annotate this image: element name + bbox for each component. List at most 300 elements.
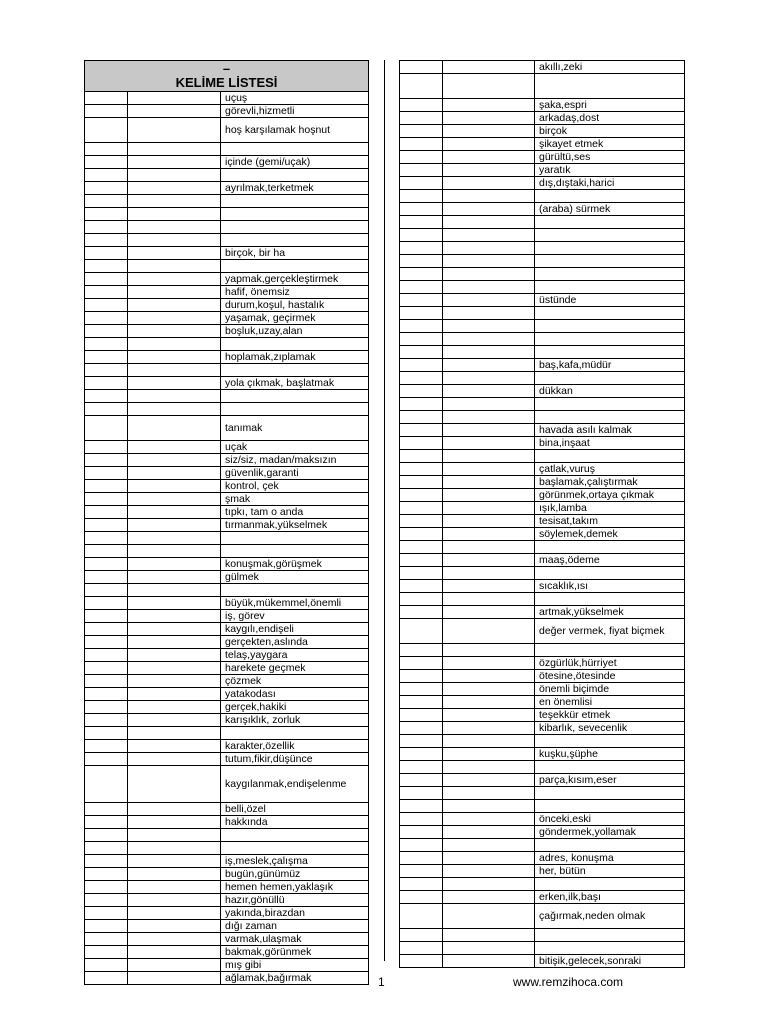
- turkish-meaning-cell: [535, 839, 685, 852]
- english-word-cell: [400, 696, 443, 709]
- table-row: [400, 904, 685, 929]
- blank-cell: [128, 234, 221, 247]
- turkish-meaning-cell: göndermek,yollamak: [535, 826, 685, 839]
- english-word-cell: [400, 839, 443, 852]
- turkish-meaning-cell: kaygılanmak,endişelenme: [221, 766, 369, 803]
- table-row: [400, 398, 685, 411]
- blank-cell: [128, 881, 221, 894]
- blank-cell: [443, 606, 535, 619]
- table-row: [85, 377, 369, 390]
- table-row: [85, 740, 369, 753]
- turkish-meaning-cell: dükkan: [535, 385, 685, 398]
- table-row: [400, 489, 685, 502]
- turkish-meaning-cell: [535, 74, 685, 99]
- table-row: [85, 454, 369, 467]
- blank-cell: [128, 312, 221, 325]
- turkish-meaning-cell: hoş karşılamak hoşnut: [221, 118, 369, 143]
- blank-cell: [128, 597, 221, 610]
- blank-cell: [128, 803, 221, 816]
- english-word-cell: [85, 195, 128, 208]
- turkish-meaning-cell: harekete geçmek: [221, 662, 369, 675]
- english-word-cell: [85, 946, 128, 959]
- english-word-cell: [85, 571, 128, 584]
- turkish-meaning-cell: [221, 169, 369, 182]
- table-row: [400, 164, 685, 177]
- english-word-cell: [400, 774, 443, 787]
- table-row: [85, 351, 369, 364]
- english-word-cell: [85, 325, 128, 338]
- turkish-meaning-cell: karakter,özellik: [221, 740, 369, 753]
- blank-cell: [128, 480, 221, 493]
- blank-cell: [443, 216, 535, 229]
- blank-cell: [128, 390, 221, 403]
- turkish-meaning-cell: parça,kısım,eser: [535, 774, 685, 787]
- turkish-meaning-cell: akıllı,zeki: [535, 61, 685, 74]
- table-row: [400, 619, 685, 644]
- turkish-meaning-cell: yola çıkmak, başlatmak: [221, 377, 369, 390]
- blank-cell: [128, 636, 221, 649]
- blank-cell: [128, 286, 221, 299]
- english-word-cell: [400, 735, 443, 748]
- english-word-cell: [400, 450, 443, 463]
- blank-cell: [443, 164, 535, 177]
- english-word-cell: [85, 701, 128, 714]
- blank-cell: [443, 177, 535, 190]
- english-word-cell: [85, 816, 128, 829]
- turkish-meaning-cell: (araba) sürmek: [535, 203, 685, 216]
- blank-cell: [443, 839, 535, 852]
- turkish-meaning-cell: adres, konuşma: [535, 852, 685, 865]
- table-row: [400, 942, 685, 955]
- english-word-cell: [400, 74, 443, 99]
- english-word-cell: [400, 826, 443, 839]
- blank-cell: [443, 567, 535, 580]
- blank-cell: [128, 403, 221, 416]
- table-row: [85, 610, 369, 623]
- table-row: [85, 803, 369, 816]
- turkish-meaning-cell: görünmek,ortaya çıkmak: [535, 489, 685, 502]
- blank-cell: [128, 493, 221, 506]
- blank-cell: [443, 528, 535, 541]
- table-row: [400, 242, 685, 255]
- table-row: [85, 480, 369, 493]
- english-word-cell: [400, 398, 443, 411]
- table-row: [85, 701, 369, 714]
- turkish-meaning-cell: [221, 338, 369, 351]
- english-word-cell: [400, 722, 443, 735]
- english-word-cell: [85, 273, 128, 286]
- english-word-cell: [400, 190, 443, 203]
- blank-cell: [443, 787, 535, 800]
- english-word-cell: [85, 740, 128, 753]
- english-word-cell: [400, 216, 443, 229]
- blank-cell: [443, 437, 535, 450]
- blank-cell: [443, 294, 535, 307]
- english-word-cell: [400, 644, 443, 657]
- english-word-cell: [400, 359, 443, 372]
- blank-cell: [443, 891, 535, 904]
- turkish-meaning-cell: iş, görev: [221, 610, 369, 623]
- blank-cell: [128, 441, 221, 454]
- table-row: [400, 281, 685, 294]
- blank-cell: [443, 696, 535, 709]
- english-word-cell: [85, 894, 128, 907]
- blank-cell: [443, 203, 535, 216]
- turkish-meaning-cell: konuşmak,görüşmek: [221, 558, 369, 571]
- blank-cell: [443, 489, 535, 502]
- blank-cell: [128, 467, 221, 480]
- english-word-cell: [85, 286, 128, 299]
- turkish-meaning-cell: yakında,birazdan: [221, 907, 369, 920]
- table-row: [400, 320, 685, 333]
- turkish-meaning-cell: hemen hemen,yaklaşık: [221, 881, 369, 894]
- english-word-cell: [400, 865, 443, 878]
- turkish-meaning-cell: [535, 216, 685, 229]
- english-word-cell: [400, 657, 443, 670]
- english-word-cell: [400, 800, 443, 813]
- turkish-meaning-cell: [221, 545, 369, 558]
- blank-cell: [128, 221, 221, 234]
- turkish-meaning-cell: siz/siz, madan/maksızın: [221, 454, 369, 467]
- turkish-meaning-cell: artmak,yükselmek: [535, 606, 685, 619]
- blank-cell: [128, 299, 221, 312]
- english-word-cell: [85, 519, 128, 532]
- table-row: [400, 580, 685, 593]
- blank-cell: [443, 112, 535, 125]
- table-row: [85, 623, 369, 636]
- table-row: [400, 709, 685, 722]
- table-row: [85, 868, 369, 881]
- turkish-meaning-cell: tırmanmak,yükselmek: [221, 519, 369, 532]
- blank-cell: [443, 722, 535, 735]
- english-word-cell: [400, 593, 443, 606]
- blank-cell: [128, 842, 221, 855]
- english-word-cell: [85, 118, 128, 143]
- blank-cell: [443, 580, 535, 593]
- table-row: [85, 972, 369, 985]
- turkish-meaning-cell: hoplamak,zıplamak: [221, 351, 369, 364]
- turkish-meaning-cell: [535, 644, 685, 657]
- turkish-meaning-cell: [221, 532, 369, 545]
- turkish-meaning-cell: [535, 567, 685, 580]
- english-word-cell: [400, 333, 443, 346]
- english-word-cell: [85, 506, 128, 519]
- table-row: [400, 476, 685, 489]
- turkish-meaning-cell: [535, 190, 685, 203]
- table-row: [400, 99, 685, 112]
- blank-cell: [443, 541, 535, 554]
- blank-cell: [128, 247, 221, 260]
- table-row: [85, 959, 369, 972]
- english-word-cell: [85, 182, 128, 195]
- blank-cell: [128, 156, 221, 169]
- table-row: [85, 169, 369, 182]
- turkish-meaning-cell: [535, 281, 685, 294]
- turkish-meaning-cell: [221, 403, 369, 416]
- blank-cell: [128, 816, 221, 829]
- turkish-meaning-cell: [535, 929, 685, 942]
- blank-cell: [443, 346, 535, 359]
- table-row: [85, 946, 369, 959]
- table-row: [85, 260, 369, 273]
- turkish-meaning-cell: boşluk,uzay,alan: [221, 325, 369, 338]
- blank-cell: [443, 813, 535, 826]
- table-row: [400, 606, 685, 619]
- turkish-meaning-cell: [535, 942, 685, 955]
- table-row: [85, 143, 369, 156]
- english-word-cell: [85, 675, 128, 688]
- blank-cell: [128, 933, 221, 946]
- turkish-meaning-cell: içinde (gemi/uçak): [221, 156, 369, 169]
- english-word-cell: [85, 881, 128, 894]
- blank-cell: [443, 424, 535, 437]
- table-row: [85, 403, 369, 416]
- english-word-cell: [400, 619, 443, 644]
- turkish-meaning-cell: havada asılı kalmak: [535, 424, 685, 437]
- blank-cell: [128, 351, 221, 364]
- website-link[interactable]: www.remzihoca.com: [513, 975, 624, 989]
- table-row: [400, 463, 685, 476]
- table-row: [85, 299, 369, 312]
- english-word-cell: [85, 959, 128, 972]
- table-row: [85, 571, 369, 584]
- blank-cell: [128, 338, 221, 351]
- blank-cell: [128, 519, 221, 532]
- turkish-meaning-cell: çözmek: [221, 675, 369, 688]
- blank-cell: [128, 714, 221, 727]
- english-word-cell: [400, 99, 443, 112]
- turkish-meaning-cell: görevli,hizmetli: [221, 105, 369, 118]
- english-word-cell: [85, 920, 128, 933]
- turkish-meaning-cell: dış,dıştaki,harici: [535, 177, 685, 190]
- table-row: [400, 74, 685, 99]
- english-word-cell: [400, 787, 443, 800]
- blank-cell: [128, 416, 221, 441]
- turkish-meaning-cell: üstünde: [535, 294, 685, 307]
- table-row: [400, 138, 685, 151]
- blank-cell: [128, 972, 221, 985]
- turkish-meaning-cell: hakkında: [221, 816, 369, 829]
- table-row: [85, 390, 369, 403]
- blank-cell: [443, 359, 535, 372]
- blank-cell: [443, 450, 535, 463]
- turkish-meaning-cell: [221, 364, 369, 377]
- table-row: [85, 727, 369, 740]
- english-word-cell: [85, 234, 128, 247]
- turkish-meaning-cell: çatlak,vuruş: [535, 463, 685, 476]
- table-row: [400, 657, 685, 670]
- blank-cell: [128, 118, 221, 143]
- turkish-meaning-cell: büyük,mükemmel,önemli: [221, 597, 369, 610]
- turkish-meaning-cell: [535, 541, 685, 554]
- blank-cell: [443, 99, 535, 112]
- turkish-meaning-cell: en önemlisi: [535, 696, 685, 709]
- english-word-cell: [85, 377, 128, 390]
- turkish-meaning-cell: bakmak,görünmek: [221, 946, 369, 959]
- table-row: [400, 112, 685, 125]
- turkish-meaning-cell: [535, 372, 685, 385]
- table-row: [85, 933, 369, 946]
- english-word-cell: [85, 532, 128, 545]
- blank-cell: [128, 688, 221, 701]
- table-row: [85, 532, 369, 545]
- blank-cell: [443, 385, 535, 398]
- blank-cell: [443, 929, 535, 942]
- blank-cell: [443, 411, 535, 424]
- turkish-meaning-cell: arkadaş,dost: [535, 112, 685, 125]
- table-row: [85, 234, 369, 247]
- blank-cell: [443, 826, 535, 839]
- turkish-meaning-cell: özgürlük,hürriyet: [535, 657, 685, 670]
- table-row: [400, 735, 685, 748]
- english-word-cell: [400, 242, 443, 255]
- blank-cell: [443, 125, 535, 138]
- turkish-meaning-cell: [535, 320, 685, 333]
- english-word-cell: [85, 727, 128, 740]
- blank-cell: [128, 558, 221, 571]
- english-word-cell: [400, 489, 443, 502]
- table-row: [400, 813, 685, 826]
- turkish-meaning-cell: tıpkı, tam o anda: [221, 506, 369, 519]
- blank-cell: [128, 364, 221, 377]
- english-word-cell: [400, 268, 443, 281]
- english-word-cell: [85, 584, 128, 597]
- blank-cell: [128, 377, 221, 390]
- table-row: [400, 878, 685, 891]
- table-row: [85, 493, 369, 506]
- turkish-meaning-cell: [221, 842, 369, 855]
- blank-cell: [443, 476, 535, 489]
- english-word-cell: [400, 372, 443, 385]
- blank-cell: [128, 920, 221, 933]
- table-row: [400, 372, 685, 385]
- blank-cell: [443, 229, 535, 242]
- table-row: [400, 502, 685, 515]
- blank-cell: [443, 735, 535, 748]
- blank-cell: [128, 506, 221, 519]
- english-word-cell: [400, 528, 443, 541]
- blank-cell: [128, 610, 221, 623]
- english-word-cell: [400, 878, 443, 891]
- blank-cell: [128, 946, 221, 959]
- english-word-cell: [400, 307, 443, 320]
- turkish-meaning-cell: gürültü,ses: [535, 151, 685, 164]
- english-word-cell: [400, 554, 443, 567]
- english-word-cell: [400, 942, 443, 955]
- blank-cell: [443, 955, 535, 968]
- turkish-meaning-cell: şaka,espri: [535, 99, 685, 112]
- turkish-meaning-cell: [535, 787, 685, 800]
- turkish-meaning-cell: bugün,günümüz: [221, 868, 369, 881]
- table-row: [85, 545, 369, 558]
- blank-cell: [443, 878, 535, 891]
- blank-cell: [128, 105, 221, 118]
- turkish-meaning-cell: [535, 255, 685, 268]
- turkish-meaning-cell: [221, 221, 369, 234]
- english-word-cell: [400, 411, 443, 424]
- table-row: [85, 881, 369, 894]
- table-row: [400, 787, 685, 800]
- turkish-meaning-cell: [535, 878, 685, 891]
- blank-cell: [128, 182, 221, 195]
- table-row: [85, 156, 369, 169]
- table-row: [400, 696, 685, 709]
- turkish-meaning-cell: gerçekten,aslında: [221, 636, 369, 649]
- table-row: [400, 424, 685, 437]
- english-word-cell: [400, 955, 443, 968]
- turkish-meaning-cell: yatakodası: [221, 688, 369, 701]
- turkish-meaning-cell: [221, 143, 369, 156]
- table-row: [400, 151, 685, 164]
- page-title: KELİME LİSTESİ: [175, 75, 278, 90]
- english-word-cell: [400, 125, 443, 138]
- turkish-meaning-cell: mış gibi: [221, 959, 369, 972]
- turkish-meaning-cell: erken,ilk,başı: [535, 891, 685, 904]
- turkish-meaning-cell: [535, 411, 685, 424]
- blank-cell: [128, 868, 221, 881]
- table-row: [400, 333, 685, 346]
- turkish-meaning-cell: gülmek: [221, 571, 369, 584]
- blank-cell: [443, 904, 535, 929]
- table-row: [400, 346, 685, 359]
- table-row: [85, 441, 369, 454]
- turkish-meaning-cell: [221, 195, 369, 208]
- table-row: [400, 515, 685, 528]
- english-word-cell: [85, 416, 128, 441]
- turkish-meaning-cell: uçak: [221, 441, 369, 454]
- blank-cell: [128, 649, 221, 662]
- blank-cell: [443, 138, 535, 151]
- table-row: [85, 105, 369, 118]
- blank-cell: [443, 800, 535, 813]
- blank-cell: [443, 619, 535, 644]
- blank-cell: [128, 143, 221, 156]
- blank-cell: [128, 701, 221, 714]
- table-row: [85, 920, 369, 933]
- english-word-cell: [85, 688, 128, 701]
- left-vocabulary-table: [84, 60, 369, 985]
- blank-cell: [443, 554, 535, 567]
- turkish-meaning-cell: yaratık: [535, 164, 685, 177]
- table-row: [400, 670, 685, 683]
- english-word-cell: [85, 92, 128, 105]
- table-row: [85, 714, 369, 727]
- turkish-meaning-cell: [535, 242, 685, 255]
- turkish-meaning-cell: [535, 761, 685, 774]
- table-row: [400, 190, 685, 203]
- english-word-cell: [85, 351, 128, 364]
- table-row: [400, 826, 685, 839]
- english-word-cell: [85, 972, 128, 985]
- english-word-cell: [400, 580, 443, 593]
- turkish-meaning-cell: [535, 593, 685, 606]
- turkish-meaning-cell: ayrılmak,terketmek: [221, 182, 369, 195]
- turkish-meaning-cell: [221, 727, 369, 740]
- english-word-cell: [85, 493, 128, 506]
- turkish-meaning-cell: bina,inşaat: [535, 437, 685, 450]
- blank-cell: [128, 740, 221, 753]
- turkish-meaning-cell: teşekkür etmek: [535, 709, 685, 722]
- turkish-meaning-cell: şikayet etmek: [535, 138, 685, 151]
- turkish-meaning-cell: [221, 584, 369, 597]
- table-row: [400, 359, 685, 372]
- blank-cell: [128, 855, 221, 868]
- table-row: [400, 554, 685, 567]
- turkish-meaning-cell: baş,kafa,müdür: [535, 359, 685, 372]
- turkish-meaning-cell: kibarlık, sevecenlik: [535, 722, 685, 735]
- english-word-cell: [85, 623, 128, 636]
- english-word-cell: [85, 597, 128, 610]
